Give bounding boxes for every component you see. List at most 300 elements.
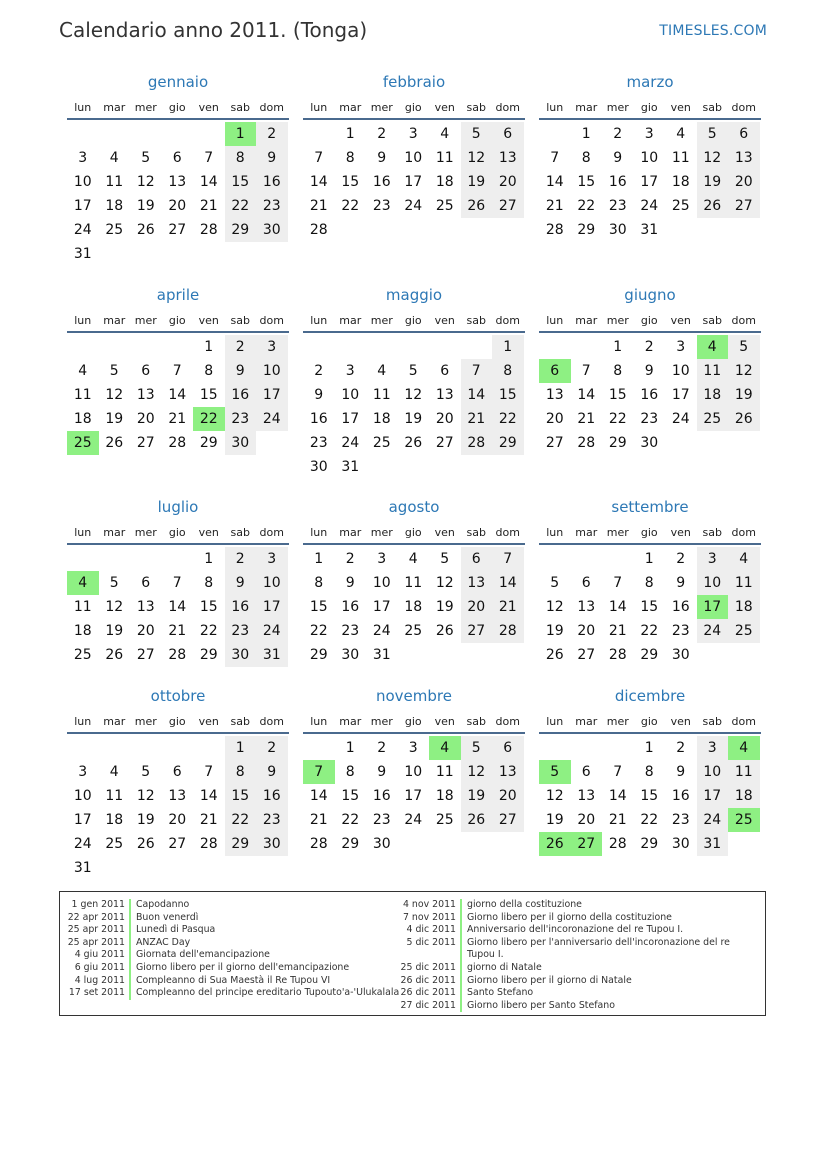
day-cell: 4 [440,126,450,142]
holiday-day-cell: 4 [67,571,99,595]
day-cell: 14 [577,387,596,403]
holiday-legend [59,891,766,1016]
holiday-day-cell: 22 [193,407,225,431]
legend-marker [460,1000,462,1013]
day-cell: 7 [204,150,214,166]
day-cell: 2 [676,551,686,567]
day-cell: 1 [345,126,355,142]
legend-marker [129,962,131,975]
day-cell: 27 [728,194,760,218]
weekday-label: lun [310,525,328,539]
day-cell: 15 [199,599,218,615]
day-cell: 21 [199,198,218,214]
empty-day-cell [99,122,131,146]
day-cell: 19 [728,383,760,407]
day-cell: 29 [225,218,257,242]
day-cell: 16 [256,170,288,194]
day-cell: 20 [461,595,493,619]
weekday-label: mar [103,313,126,327]
day-cell: 11 [105,174,124,190]
legend-date: 5 dic 2011 [406,936,456,948]
day-cell: 24 [256,407,288,431]
day-cell: 2 [644,339,654,355]
day-cell: 26 [435,623,454,639]
legend-date: 27 dic 2011 [400,999,456,1011]
day-cell: 14 [199,174,218,190]
day-cell: 8 [345,150,355,166]
weekday-label: lun [546,525,564,539]
day-cell: 6 [492,736,524,760]
legend-column-right [390,899,730,1012]
day-cell: 3 [345,363,355,379]
day-cell: 31 [341,459,360,475]
weekday-label: gio [404,100,422,114]
day-cell: 13 [136,599,155,615]
weekday-label: mer [134,100,157,114]
day-grid [539,547,761,667]
weekday-label: ven [670,100,691,114]
legend-description: Compleanno di Sua Maestà il Re Tupou VI [136,974,331,986]
day-cell: 10 [640,150,659,166]
weekday-label: ven [198,313,219,327]
day-cell: 13 [577,599,596,615]
day-cell: 14 [608,788,627,804]
legend-row [390,987,730,1000]
day-cell: 23 [309,435,328,451]
day-cell: 12 [728,359,760,383]
day-cell: 22 [199,623,218,639]
day-cell: 27 [136,435,155,451]
day-cell: 18 [671,174,690,190]
holiday-day-cell: 5 [539,760,571,784]
empty-day-cell [539,736,571,760]
day-cell: 17 [256,383,288,407]
day-cell: 18 [105,198,124,214]
day-grid [539,122,761,242]
legend-description: Giorno libero per il giorno della costituzione [467,911,672,923]
weekday-header [67,96,289,120]
weekday-label: mar [575,100,598,114]
day-cell: 20 [577,812,596,828]
weekday-label: sab [230,100,250,114]
empty-day-cell [539,547,571,571]
holiday-day-cell: 25 [728,808,760,832]
day-cell: 17 [256,595,288,619]
weekday-label: ven [670,313,691,327]
day-cell: 11 [435,764,454,780]
holiday-day-cell: 4 [728,736,760,760]
day-grid [67,335,289,455]
legend-row [390,949,730,962]
month-giugno [539,285,761,455]
weekday-label: ven [198,525,219,539]
day-cell: 17 [640,174,659,190]
legend-description: Giorno libero per l'anniversario dell'incoronazione del re [467,936,730,948]
day-cell: 27 [435,435,454,451]
legend-description: Giorno libero per Santo Stefano [467,999,615,1011]
empty-day-cell [571,547,603,571]
weekday-label: mer [370,714,393,728]
weekday-label: dom [259,525,284,539]
day-cell: 3 [697,736,729,760]
day-cell: 7 [550,150,560,166]
day-cell: 14 [168,387,187,403]
day-cell: 10 [256,359,288,383]
day-cell: 3 [408,740,418,756]
month-name: luglio [157,498,199,516]
month-ottobre [67,686,289,880]
day-cell: 31 [256,643,288,667]
day-cell: 9 [377,150,387,166]
month-agosto [303,497,525,667]
empty-day-cell [99,335,131,359]
day-cell: 11 [435,150,454,166]
weekday-header [539,309,761,333]
day-cell: 2 [225,335,257,359]
day-cell: 29 [309,647,328,663]
legend-marker [129,899,131,912]
weekday-label: sab [466,525,486,539]
day-cell: 30 [671,647,690,663]
weekday-label: mer [134,525,157,539]
day-grid [303,547,525,667]
day-cell: 28 [461,431,493,455]
day-cell: 2 [377,126,387,142]
day-cell: 9 [644,363,654,379]
day-cell: 31 [372,647,391,663]
day-cell: 12 [697,146,729,170]
day-cell: 26 [136,222,155,238]
day-cell: 17 [404,788,423,804]
holiday-day-cell: 25 [67,431,99,455]
day-cell: 21 [168,623,187,639]
day-cell: 29 [608,435,627,451]
day-cell: 17 [671,387,690,403]
empty-day-cell [67,335,99,359]
empty-day-cell [571,736,603,760]
day-cell: 12 [461,146,493,170]
day-cell: 12 [136,788,155,804]
weekday-label: ven [434,714,455,728]
day-cell: 29 [225,832,257,856]
day-cell: 11 [671,150,690,166]
weekday-label: mer [370,525,393,539]
day-cell: 16 [372,788,391,804]
day-cell: 4 [377,363,387,379]
month-febbraio [303,72,525,242]
weekday-label: mer [606,525,629,539]
empty-day-cell [193,736,225,760]
weekday-label: mer [606,313,629,327]
day-cell: 28 [608,647,627,663]
day-cell: 19 [545,623,564,639]
day-cell: 27 [136,647,155,663]
day-cell: 10 [404,150,423,166]
day-cell: 3 [78,764,88,780]
day-cell: 9 [676,764,686,780]
day-cell: 14 [545,174,564,190]
legend-date: 1 gen 2011 [71,899,125,910]
month-dicembre [539,686,761,856]
weekday-label: lun [546,313,564,327]
legend-marker [460,975,462,988]
day-cell: 6 [728,122,760,146]
empty-day-cell [303,736,335,760]
day-cell: 22 [492,407,524,431]
weekday-label: lun [546,714,564,728]
day-cell: 15 [309,599,328,615]
weekday-label: dom [259,714,284,728]
day-cell: 9 [225,359,257,383]
day-cell: 18 [105,812,124,828]
day-cell: 7 [613,764,623,780]
day-cell: 2 [345,551,355,567]
month-name: settembre [611,498,689,516]
legend-description: Santo Stefano [467,987,534,999]
day-cell: 14 [608,599,627,615]
day-cell: 11 [73,387,92,403]
day-cell: 27 [461,619,493,643]
day-cell: 24 [341,435,360,451]
day-cell: 17 [73,812,92,828]
weekday-label: mar [339,714,362,728]
empty-day-cell [398,335,430,359]
weekday-label: mer [606,100,629,114]
legend-marker [129,975,131,988]
empty-day-cell [67,547,99,571]
day-cell: 28 [168,435,187,451]
month-name: novembre [376,687,452,705]
weekday-label: ven [198,100,219,114]
day-cell: 10 [697,760,729,784]
legend-description: giorno della costituzione [467,899,582,910]
legend-row [60,899,399,912]
day-cell: 24 [697,808,729,832]
day-cell: 20 [492,170,524,194]
day-cell: 11 [697,359,729,383]
day-cell: 3 [644,126,654,142]
holiday-day-cell: 6 [539,359,571,383]
day-cell: 30 [256,832,288,856]
legend-row [390,975,730,988]
weekday-header [539,521,761,545]
day-cell: 30 [372,836,391,852]
day-cell: 2 [613,126,623,142]
day-cell: 2 [676,740,686,756]
day-cell: 4 [78,363,88,379]
day-cell: 16 [225,383,257,407]
day-cell: 14 [199,788,218,804]
day-cell: 12 [105,599,124,615]
day-cell: 29 [199,647,218,663]
day-cell: 24 [73,836,92,852]
weekday-label: mer [134,714,157,728]
day-cell: 12 [435,575,454,591]
weekday-label: sab [230,313,250,327]
empty-day-cell [130,335,162,359]
day-cell: 26 [136,836,155,852]
day-grid [67,736,289,880]
day-cell: 11 [105,788,124,804]
day-cell: 16 [256,784,288,808]
legend-marker [129,937,131,950]
day-cell: 23 [372,812,391,828]
holiday-day-cell: 26 [539,832,571,856]
legend-description: Lunedì di Pasqua [136,924,216,936]
day-cell: 5 [697,122,729,146]
month-settembre [539,497,761,667]
day-cell: 7 [581,363,591,379]
day-cell: 1 [613,339,623,355]
day-cell: 10 [341,387,360,403]
day-cell: 22 [341,198,360,214]
day-cell: 23 [256,194,288,218]
day-cell: 26 [461,808,493,832]
day-cell: 24 [73,222,92,238]
weekday-label: lun [310,100,328,114]
legend-description: Anniversario dell'incoronazione del re Tupou I. [467,924,684,936]
month-gennaio [67,72,289,266]
weekday-label: lun [310,313,328,327]
day-cell: 13 [136,387,155,403]
brand-link[interactable]: TIMESLES.COM [659,23,767,39]
day-cell: 25 [435,812,454,828]
day-cell: 1 [204,551,214,567]
legend-row [60,937,399,950]
day-cell: 27 [545,435,564,451]
legend-date: 25 dic 2011 [400,961,456,973]
month-name: agosto [388,498,440,516]
day-cell: 5 [141,764,151,780]
day-cell: 16 [309,411,328,427]
day-cell: 21 [545,198,564,214]
weekday-label: ven [434,100,455,114]
day-cell: 5 [141,150,151,166]
day-cell: 24 [697,619,729,643]
legend-date: 6 giu 2011 [74,961,125,973]
day-cell: 13 [492,760,524,784]
day-cell: 9 [676,575,686,591]
day-grid [539,736,761,856]
day-cell: 26 [404,435,423,451]
day-cell: 29 [577,222,596,238]
day-cell: 2 [256,122,288,146]
legend-marker [129,924,131,937]
empty-day-cell [602,736,634,760]
legend-marker [129,912,131,925]
legend-description: Giorno libero per il giorno dell'emancipazione [136,961,350,973]
legend-marker [460,899,462,912]
month-maggio [303,285,525,479]
legend-row [390,924,730,937]
day-cell: 7 [172,363,182,379]
day-cell: 16 [671,599,690,615]
weekday-label: dom [731,714,756,728]
day-cell: 23 [640,411,659,427]
day-cell: 4 [109,764,119,780]
day-cell: 10 [404,764,423,780]
day-cell: 22 [640,623,659,639]
day-cell: 24 [256,619,288,643]
day-cell: 21 [608,623,627,639]
day-cell: 20 [435,411,454,427]
day-cell: 15 [225,784,257,808]
day-cell: 20 [168,812,187,828]
weekday-label: sab [702,313,722,327]
weekday-header [303,96,525,120]
day-cell: 12 [545,788,564,804]
legend-description: giorno di Natale [467,961,542,973]
day-cell: 5 [461,736,493,760]
legend-date: 4 dic 2011 [406,924,456,936]
legend-marker [129,949,131,962]
day-cell: 28 [199,222,218,238]
weekday-label: gio [640,525,658,539]
day-cell: 17 [404,174,423,190]
day-cell: 18 [728,595,760,619]
day-cell: 11 [372,387,391,403]
day-cell: 21 [309,198,328,214]
day-cell: 30 [608,222,627,238]
weekday-header [539,710,761,734]
day-cell: 6 [141,363,151,379]
day-cell: 19 [105,623,124,639]
weekday-label: dom [731,525,756,539]
weekday-label: dom [495,714,520,728]
day-cell: 16 [225,595,257,619]
empty-day-cell [429,335,461,359]
day-cell: 3 [676,339,686,355]
day-cell: 10 [697,571,729,595]
weekday-label: lun [74,313,92,327]
day-cell: 8 [644,575,654,591]
day-grid [67,547,289,667]
day-cell: 15 [577,174,596,190]
day-cell: 4 [728,547,760,571]
legend-row [60,975,399,988]
day-cell: 17 [697,784,729,808]
weekday-label: mar [575,525,598,539]
weekday-label: ven [670,525,691,539]
weekday-label: mar [339,525,362,539]
day-cell: 26 [105,435,124,451]
day-cell: 4 [109,150,119,166]
day-cell: 27 [168,836,187,852]
day-cell: 30 [640,435,659,451]
legend-marker [129,987,131,1000]
weekday-label: dom [731,313,756,327]
day-cell: 8 [492,359,524,383]
day-grid [303,335,525,479]
day-cell: 1 [492,335,524,359]
day-cell: 8 [644,764,654,780]
weekday-label: gio [168,100,186,114]
day-cell: 18 [435,174,454,190]
day-cell: 21 [309,812,328,828]
month-name: giugno [624,286,676,304]
day-cell: 28 [492,619,524,643]
weekday-header [67,710,289,734]
legend-description: Buon venerdì [136,911,199,923]
legend-marker [460,962,462,975]
legend-row [390,937,730,950]
empty-day-cell [67,122,99,146]
weekday-label: mer [370,313,393,327]
weekday-label: gio [168,313,186,327]
day-cell: 25 [105,836,124,852]
day-cell: 13 [168,174,187,190]
weekday-label: gio [640,714,658,728]
